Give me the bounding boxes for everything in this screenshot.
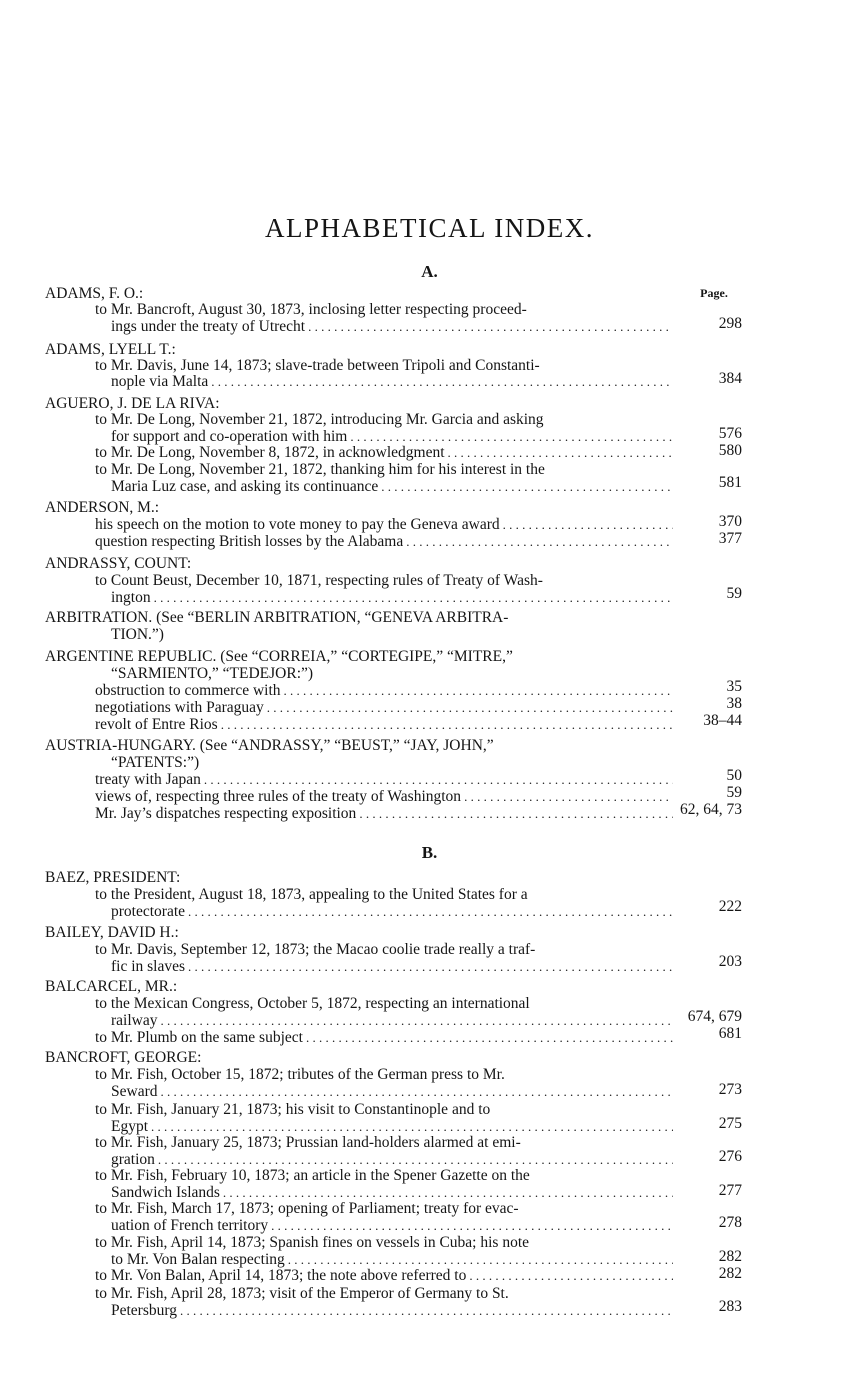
page-number: 38–44 (703, 712, 742, 729)
entry-line: to Mr. Fish, March 17, 1873; opening of Parliament; treaty for evac- (95, 1200, 519, 1217)
section-letter-a: A. (421, 262, 438, 281)
page-number: 62, 64, 73 (680, 801, 742, 818)
entry-line: question respecting British losses by the Alabama . . . (95, 533, 673, 551)
entry-heading: BANCROFT, GEORGE: (45, 1049, 202, 1066)
page-number: 576 (718, 425, 742, 442)
entry-heading: AUSTRIA-HUNGARY. (See “ANDRASSY,” “BEUST,” “JAY, JOHN,” (45, 737, 494, 754)
entry-line: protectorate . . . (111, 903, 673, 921)
entry-line: fic in slaves . . . (111, 958, 673, 976)
page-number: 370 (718, 513, 742, 530)
entry-line: ings under the treaty of Utrecht . . . (111, 318, 673, 336)
entry-heading: ANDERSON, M.: (45, 499, 160, 516)
entry-line: to the President, August 18, 1873, appealing to the United States for a (95, 886, 528, 903)
page-number: 384 (718, 370, 742, 387)
page-number: 681 (718, 1025, 742, 1042)
page-number: 35 (726, 678, 742, 695)
entry-line: his speech on the motion to vote money to pay the Geneva award . . . (95, 516, 673, 534)
entry-line: to the Mexican Congress, October 5, 1872, respecting an international (95, 995, 530, 1012)
entry-heading: AGUERO, J. DE LA RIVA: (45, 395, 220, 412)
entry-line: revolt of Entre Rios . . . (95, 716, 673, 734)
entry-line: to Mr. Fish, April 28, 1873; visit of the Emperor of Germany to St. (95, 1285, 509, 1302)
entry-line: to Mr. Davis, June 14, 1873; slave-trade between Tripoli and Constanti- (95, 357, 540, 374)
page-number: 283 (718, 1298, 742, 1315)
entry-line: for support and co-operation with him . . . (111, 428, 673, 446)
entry-line: ington . . . (111, 589, 673, 607)
page-number: 59 (726, 784, 742, 801)
entry-line: to Mr. Fish, January 25, 1873; Prussian land-holders alarmed at emi- (95, 1134, 521, 1151)
section-letter-b: B. (421, 843, 438, 862)
page-number: 222 (718, 898, 742, 915)
page-number: 273 (718, 1081, 742, 1098)
entry-line: to Mr. Davis, September 12, 1873; the Macao coolie trade really a traf- (95, 941, 536, 958)
page-number: 377 (718, 530, 742, 547)
page-number: 278 (718, 1214, 742, 1231)
entry-line: to Mr. Von Balan, April 14, 1873; the note above referred to . . . (95, 1267, 673, 1285)
entry-heading: ARBITRATION. (See “BERLIN ARBITRATION, “GENEVA ARBITRA- (45, 609, 509, 626)
entry-line: to Mr. De Long, November 21, 1872, introducing Mr. Garcia and asking (95, 411, 544, 428)
entry-heading: ADAMS, LYELL T.: (45, 341, 176, 358)
entry-line: Sandwich Islands . . . (111, 1184, 673, 1202)
entry-line: treaty with Japan . . . (95, 771, 673, 789)
entry-line: to Mr. De Long, November 8, 1872, in acknowledgment . . . (95, 444, 673, 462)
entry-line: to Mr. Von Balan respecting . . . (111, 1251, 673, 1269)
entry-heading: ANDRASSY, COUNT: (45, 555, 192, 572)
page-column-header: Page. (700, 286, 728, 300)
page-number: 277 (718, 1182, 742, 1199)
entry-line: Maria Luz case, and asking its continuance . . . (111, 478, 673, 496)
entry-line: nople via Malta . . . (111, 373, 673, 391)
entry-line: negotiations with Paraguay . . . (95, 699, 673, 717)
entry-line: views of, respecting three rules of the treaty of Washington . . . (95, 788, 673, 806)
page-number: 50 (726, 767, 742, 784)
entry-heading-continuation: “SARMIENTO,” “TEDEJOR:”) (111, 665, 314, 682)
entry-line: to Mr. De Long, November 21, 1872, thanking him for his interest in the (95, 461, 545, 478)
entry-heading: ARGENTINE REPUBLIC. (See “CORREIA,” “CORTEGIPE,” “MITRE,” (45, 648, 513, 665)
entry-heading-continuation: TION.”) (111, 626, 164, 643)
entry-line: uation of French territory . . . (111, 1217, 673, 1235)
page-number: 59 (726, 585, 742, 602)
entry-heading-continuation: “PATENTS:”) (111, 754, 200, 771)
entry-line: gration . . . (111, 1151, 673, 1169)
entry-line: Egypt . . . (111, 1118, 673, 1136)
page-number: 276 (718, 1148, 742, 1165)
entry-line: railway . . . (111, 1012, 673, 1030)
entry-line: to Mr. Fish, October 15, 1872; tributes of the German press to Mr. (95, 1066, 505, 1083)
entry-heading: ADAMS, F. O.: (45, 285, 144, 302)
entry-line: obstruction to commerce with . . . (95, 682, 673, 700)
page-number: 203 (718, 953, 742, 970)
page-number: 275 (718, 1115, 742, 1132)
entry-line: to Count Beust, December 10, 1871, respecting rules of Treaty of Wash- (95, 572, 543, 589)
page-number: 282 (718, 1265, 742, 1282)
entry-line: to Mr. Plumb on the same subject . . . (95, 1029, 673, 1047)
page-number: 674, 679 (687, 1008, 742, 1025)
entry-line: to Mr. Bancroft, August 30, 1873, inclosing letter respecting proceed- (95, 301, 527, 318)
entry-line: to Mr. Fish, April 14, 1873; Spanish fines on vessels in Cuba; his note (95, 1234, 530, 1251)
entry-line: to Mr. Fish, January 21, 1873; his visit to Constantinople and to (95, 1101, 491, 1118)
entry-heading: BAEZ, PRESIDENT: (45, 869, 181, 886)
entry-heading: BALCARCEL, MR.: (45, 978, 178, 995)
page-number: 581 (718, 474, 742, 491)
entry-line: to Mr. Fish, February 10, 1873; an article in the Spener Gazette on the (95, 1167, 530, 1184)
page-number: 298 (718, 315, 742, 332)
entry-line: Mr. Jay’s dispatches respecting exposition . . . (95, 805, 673, 823)
entry-heading: BAILEY, DAVID H.: (45, 924, 179, 941)
entry-line: Seward . . . (111, 1083, 673, 1101)
page-number: 282 (718, 1248, 742, 1265)
page-number: 580 (718, 442, 742, 459)
page-title: ALPHABETICAL INDEX. (265, 213, 594, 243)
page-number: 38 (726, 695, 742, 712)
entry-line: Petersburg . . . (111, 1302, 673, 1320)
